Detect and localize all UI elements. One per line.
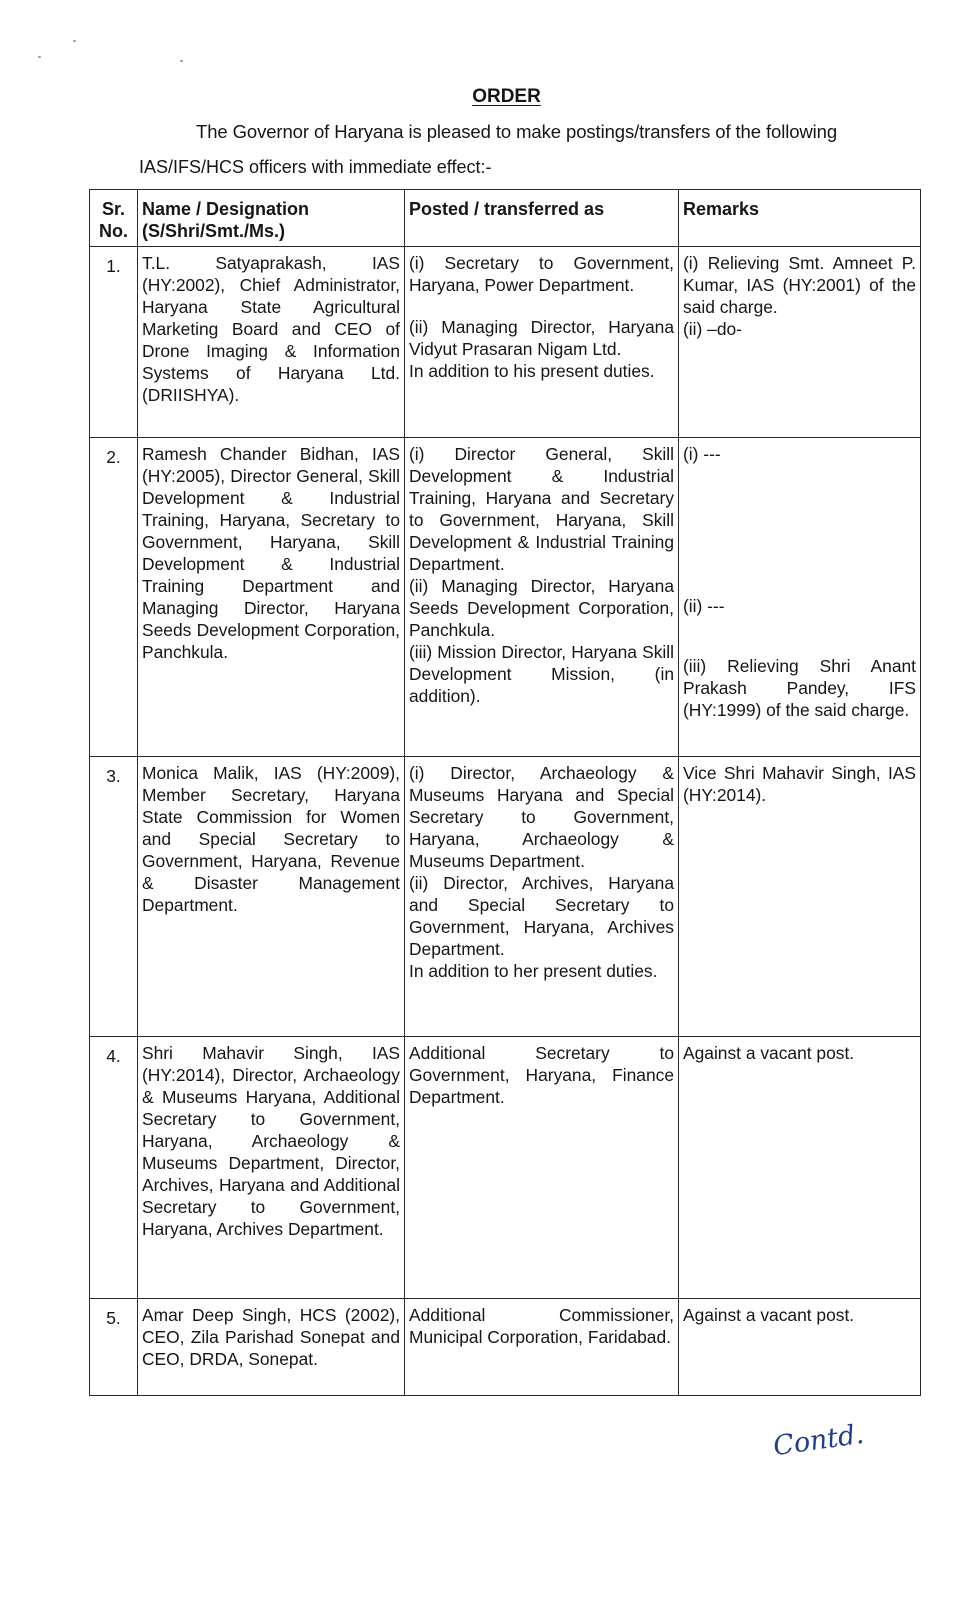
remark-item: (ii) ---: [683, 596, 725, 616]
posting-item: Additional Secretary to Government, Haryana, Finance Department.: [409, 1043, 674, 1107]
name-designation-cell: [138, 757, 405, 1037]
posting-item: (ii) Director, Archives, Haryana and Special Secretary to Government, Haryana, Archives Department.: [409, 873, 674, 959]
remarks-cell: [679, 247, 921, 438]
scan-speck: [38, 56, 41, 58]
remark-item: (iii) Relieving Shri Anant Prakash Pandey, IFS (HY:1999) of the said charge.: [683, 656, 916, 720]
header-posted-transferred: Posted / transferred as: [405, 190, 679, 247]
remarks-cell: [679, 757, 921, 1037]
postings-table: [89, 189, 921, 1396]
posting-item: Additional Commissioner, Municipal Corporation, Faridabad.: [409, 1305, 674, 1347]
posting-item: (i) Secretary to Government, Haryana, Power Department.: [409, 253, 674, 295]
remark-item: (i) Relieving Smt. Amneet P. Kumar, IAS (HY:2001) of the said charge.: [683, 253, 916, 317]
name-designation-cell: [138, 1299, 405, 1396]
continued-handwritten-note: Contd.: [771, 1418, 866, 1463]
posting-item: In addition to his present duties.: [409, 361, 655, 381]
table-header-row: [90, 190, 921, 247]
posted-cell: [405, 438, 679, 757]
posting-item: (iii) Mission Director, Haryana Skill Development Mission, (in addition).: [409, 642, 674, 706]
order-title: ORDER: [472, 86, 541, 107]
posting-item: (ii) Managing Director, Haryana Seeds Development Corporation, Panchkula.: [409, 576, 674, 640]
posted-cell: [405, 247, 679, 438]
officer-name-designation: Monica Malik, IAS (HY:2009), Member Secretary, Haryana State Commission for Women and Special Secretary to Government, Haryana, Revenue & Disaster Management Department.: [142, 763, 400, 915]
remark-item: Against a vacant post.: [683, 1043, 855, 1063]
sr-no-cell: 2.: [90, 438, 138, 757]
officer-name-designation: T.L. Satyaprakash, IAS (HY:2002), Chief Administrator, Haryana State Agricultural Marketing Board and CEO of Drone Imaging & Information Systems of Haryana Ltd. (DRIISHYA).: [142, 253, 400, 405]
intro-line-1: The Governor of Haryana is pleased to make postings/transfers of the following: [196, 121, 838, 142]
header-sr-no: Sr. No.: [90, 190, 138, 247]
scan-speck: [73, 40, 76, 42]
table-row: [90, 1299, 921, 1396]
header-remarks: Remarks: [679, 190, 921, 247]
officer-name-designation: Ramesh Chander Bidhan, IAS (HY:2005), Director General, Skill Development & Industrial Training, Haryana, Secretary to Government, Haryana, Skill Development & Industrial Training Department and Managing Director, Haryana Seeds Development Corporation, Panchkula.: [142, 444, 400, 662]
posted-cell: [405, 1037, 679, 1299]
remark-item: (ii) –do-: [683, 319, 742, 339]
officer-name-designation: Amar Deep Singh, HCS (2002), CEO, Zila Parishad Sonepat and CEO, DRDA, Sonepat.: [142, 1305, 400, 1369]
posting-item: In addition to her present duties.: [409, 961, 658, 981]
intro-line-2: IAS/IFS/HCS officers with immediate effect:-: [139, 157, 492, 177]
remarks-cell: [679, 1037, 921, 1299]
remarks-cell: [679, 438, 921, 757]
header-name-designation: Name / Designation (S/Shri/Smt./Ms.): [138, 190, 405, 247]
posting-item: (i) Director, Archaeology & Museums Haryana and Special Secretary to Government, Haryana, Archaeology & Museums Department.: [409, 763, 674, 871]
name-designation-cell: [138, 1037, 405, 1299]
scan-speck: [180, 60, 183, 62]
remarks-cell: [679, 1299, 921, 1396]
sr-no-cell: 1.: [90, 247, 138, 438]
sr-no-cell: 4.: [90, 1037, 138, 1299]
remark-item: Vice Shri Mahavir Singh, IAS (HY:2014).: [683, 763, 916, 805]
sr-no-cell: 5.: [90, 1299, 138, 1396]
sr-no-cell: 3.: [90, 757, 138, 1037]
name-designation-cell: [138, 247, 405, 438]
name-designation-cell: [138, 438, 405, 757]
posted-cell: [405, 757, 679, 1037]
posted-cell: [405, 1299, 679, 1396]
table-row: [90, 247, 921, 438]
remark-item: Against a vacant post.: [683, 1305, 855, 1325]
table-row: [90, 1037, 921, 1299]
remark-item: (i) ---: [683, 444, 721, 464]
officer-name-designation: Shri Mahavir Singh, IAS (HY:2014), Director, Archaeology & Museums Haryana, Additional Secretary to Government, Haryana, Archaeology & Museums Department, Director, Archives, Haryana and Additional Secretary to Government, Haryana, Archives Department.: [142, 1043, 400, 1239]
table-row: [90, 438, 921, 757]
table-row: [90, 757, 921, 1037]
posting-item: (ii) Managing Director, Haryana Vidyut Prasaran Nigam Ltd.: [409, 317, 674, 359]
posting-item: (i) Director General, Skill Development & Industrial Training, Haryana and Secretary to Government, Haryana, Skill Development & Industrial Training Department.: [409, 444, 674, 574]
